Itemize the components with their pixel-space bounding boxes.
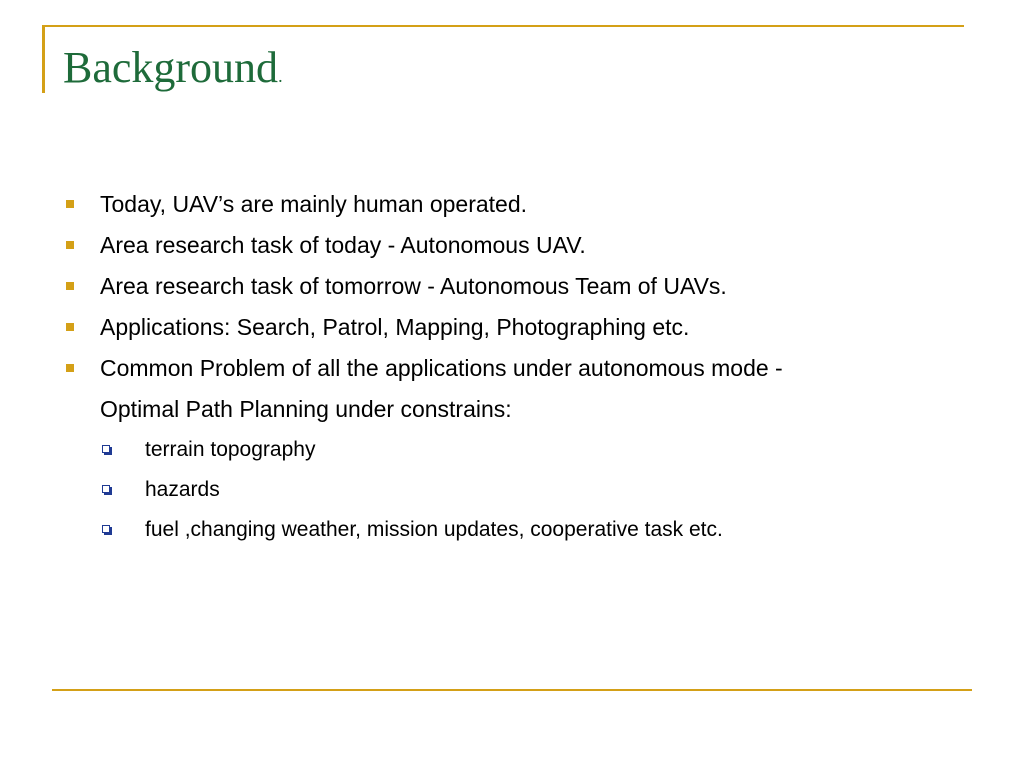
- frame-left-rule: [42, 25, 45, 93]
- frame-top-rule: [42, 25, 964, 27]
- sub-bullet-text: hazards: [145, 478, 220, 501]
- bullet-item: [0, 184, 860, 225]
- sub-bullet-text: terrain topography: [145, 438, 316, 461]
- bullet-item: [0, 266, 860, 307]
- sub-bullet-item: [0, 470, 1024, 510]
- square-bullet-icon: [66, 364, 74, 372]
- slide-title-text: Background: [63, 43, 279, 92]
- bullet-text: Area research task of tomorrow - Autonomous Team of UAVs.: [100, 273, 727, 299]
- bullet-item: [0, 225, 860, 266]
- hollow-square-bullet-icon: [102, 445, 110, 453]
- bullet-item: [0, 348, 860, 430]
- square-bullet-icon: [66, 200, 74, 208]
- bullet-text: Area research task of today - Autonomous UAV.: [100, 232, 586, 258]
- bullet-text: Applications: Search, Patrol, Mapping, Photographing etc.: [100, 314, 690, 340]
- sub-bullet-item: [0, 510, 1024, 550]
- hollow-square-bullet-icon: [102, 485, 110, 493]
- bullet-text: Today, UAV’s are mainly human operated.: [100, 191, 528, 217]
- bullet-item: [0, 307, 860, 348]
- sub-bullet-item: [0, 430, 1024, 470]
- square-bullet-icon: [66, 241, 74, 249]
- hollow-square-bullet-icon: [102, 525, 110, 533]
- frame-bottom-rule: [52, 689, 972, 691]
- sub-bullet-text: fuel ,changing weather, mission updates, cooperative task etc.: [145, 518, 723, 541]
- square-bullet-icon: [66, 323, 74, 331]
- bullet-list: [0, 184, 1024, 550]
- slide-title-period: .: [278, 66, 283, 86]
- slide-title: [63, 38, 283, 106]
- square-bullet-icon: [66, 282, 74, 290]
- bullet-text: Common Problem of all the applications under autonomous mode - Optimal Path Planning under constrains:: [100, 355, 783, 422]
